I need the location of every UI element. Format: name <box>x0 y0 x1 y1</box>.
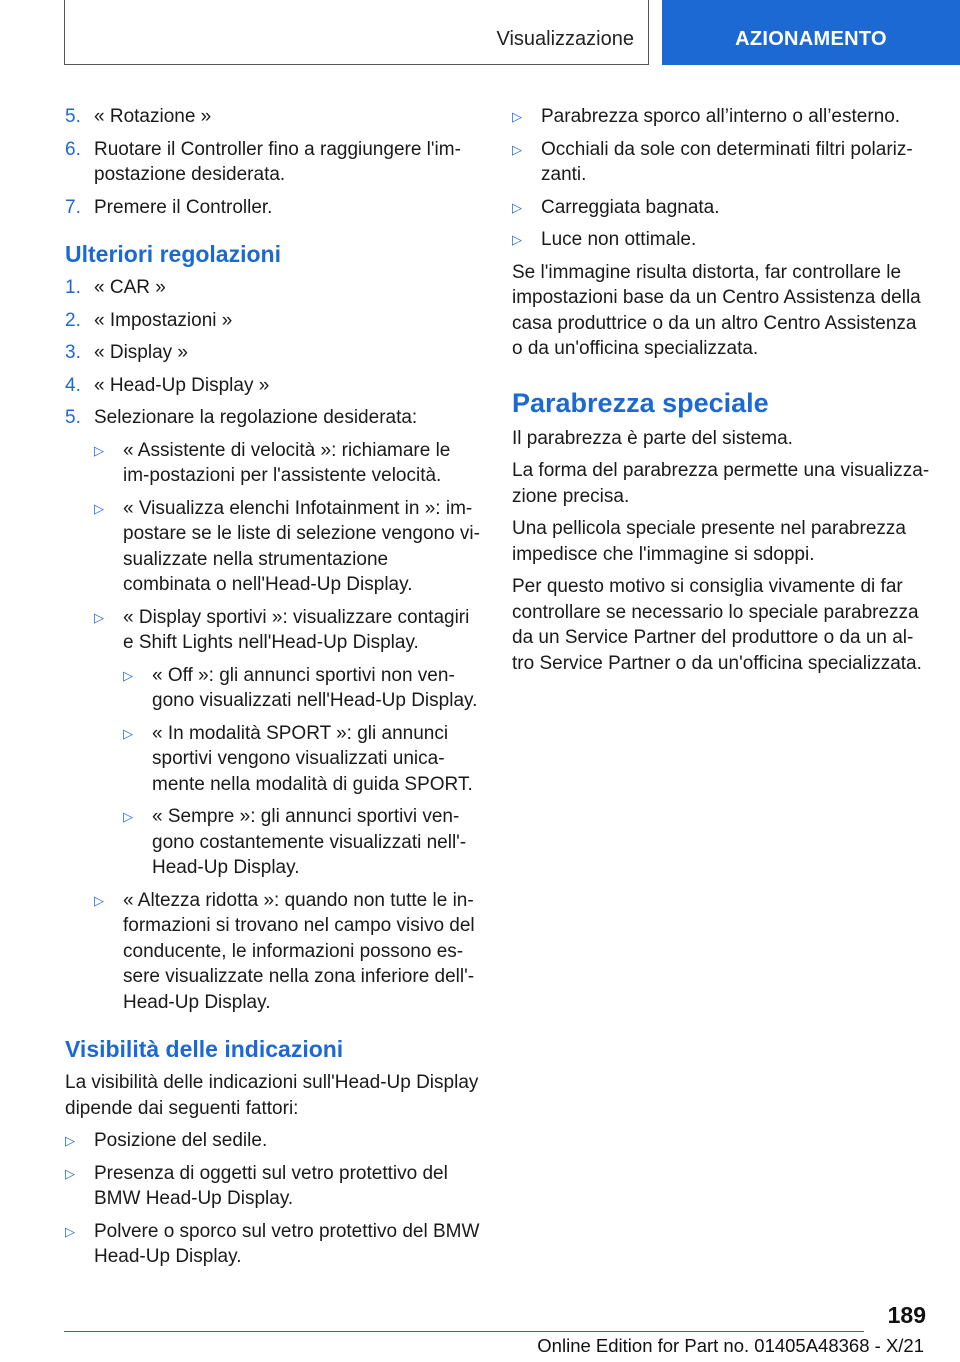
steps-list-b <box>65 275 480 431</box>
factor-item <box>65 1219 480 1270</box>
factor-item <box>512 104 930 130</box>
factor-text: Presenza di oggetti sul vetro protettivo del BMW Head-Up Display. <box>94 1162 448 1209</box>
factor-item <box>65 1128 480 1154</box>
sub-option-item <box>123 721 480 798</box>
step-number: 5. <box>65 407 81 428</box>
step-number: 2. <box>65 309 81 331</box>
factor-item <box>512 137 930 188</box>
sub-option-item <box>123 804 480 881</box>
visibility-intro: La visibilità delle indicazioni sull'Head-Up Display dipende dai seguenti fattori: <box>65 1072 479 1119</box>
step-number: 1. <box>65 277 81 298</box>
option-item <box>94 888 480 1016</box>
step-text: Selezionare la regolazione desiderata: <box>94 407 418 428</box>
factor-item <box>512 227 930 253</box>
step-text: « Display » <box>94 342 188 363</box>
distortion-note: Se l'immagine risulta distorta, far controllare le impostazioni base da un Centro Assistenza della casa produttrice o da un altro Centro Assistenza o da un'officina specializzata. <box>512 261 921 359</box>
header-chapter-tab <box>662 0 960 65</box>
footer-edition: Online Edition for Part no. 01405A48368 - X/21 <box>537 1335 924 1356</box>
section-title: Visualizzazione <box>496 28 634 50</box>
step-item <box>65 195 480 221</box>
triangle-bullet-icon: ▷ <box>123 809 133 824</box>
left-column <box>65 104 480 1277</box>
step-text: « Rotazione » <box>94 106 212 127</box>
sub-option-item <box>123 663 480 714</box>
step-number: 6. <box>65 138 81 160</box>
step-number: 4. <box>65 374 81 396</box>
steps-list-a <box>65 104 480 220</box>
option-item <box>94 438 480 489</box>
triangle-bullet-icon: ▷ <box>65 1133 75 1148</box>
triangle-bullet-icon: ▷ <box>512 199 522 215</box>
triangle-bullet-icon: ▷ <box>512 232 522 247</box>
option-text: « Display sportivi »: visualizzare contagiri e Shift Lights nell'Head-Up Display. <box>123 606 470 653</box>
step-number: 3. <box>65 342 81 363</box>
windscreen-paragraph: Una pellicola speciale presente nel parabrezza impedisce che l'immagine si sdoppi. <box>512 518 906 565</box>
windscreen-paragraph: Il parabrezza è parte del sistema. <box>512 427 793 449</box>
triangle-bullet-icon: ▷ <box>123 667 133 683</box>
page-number: 189 <box>887 1302 926 1328</box>
right-column <box>512 104 930 683</box>
triangle-bullet-icon: ▷ <box>94 442 104 458</box>
option-text: « Off »: gli annunci sportivi non ven-gono visualizzati nell'Head-Up Display. <box>152 664 478 711</box>
factor-item <box>65 1161 480 1212</box>
windscreen-paragraph: La forma del parabrezza permette una visualizza-zione precisa. <box>512 460 930 507</box>
options-list <box>65 438 480 1016</box>
step-number: 5. <box>65 106 81 127</box>
triangle-bullet-icon: ▷ <box>123 725 133 741</box>
step-item <box>65 275 480 301</box>
factors-list <box>65 1128 480 1270</box>
option-text: « Sempre »: gli annunci sportivi ven-gono costantemente visualizzati nell'-Head-Up Display. <box>152 806 467 878</box>
triangle-bullet-icon: ▷ <box>65 1223 75 1239</box>
factor-item <box>512 195 930 221</box>
heading-special-windscreen: Parabrezza speciale <box>512 387 769 418</box>
triangle-bullet-icon: ▷ <box>94 892 104 908</box>
step-number: 7. <box>65 196 81 218</box>
step-text: Ruotare il Controller fino a raggiungere l'im-postazione desiderata. <box>94 138 461 185</box>
option-text: « Visualizza elenchi Infotainment in »: im-postare se le liste di selezione vengono vi-sualizzate nella strumentazione combinata o nell'Head-Up Display. <box>123 497 480 595</box>
step-text: « Impostazioni » <box>94 309 233 331</box>
step-text: Premere il Controller. <box>94 196 273 218</box>
option-item <box>94 605 480 656</box>
step-item <box>65 340 480 366</box>
step-item <box>65 104 480 130</box>
triangle-bullet-icon: ▷ <box>65 1165 75 1181</box>
factor-text: Parabrezza sporco all’interno o all’esterno. <box>541 106 901 127</box>
heading-visibility: Visibilità delle indicazioni <box>65 1036 344 1062</box>
triangle-bullet-icon: ▷ <box>512 109 522 124</box>
factor-text: Carreggiata bagnata. <box>541 196 720 218</box>
step-item <box>65 405 480 431</box>
option-text: « Altezza ridotta »: quando non tutte le in-formazioni si trovano nel campo visivo del conducente, le informazioni possono es-sere visualizzate nella zona inferiore dell'-Head-Up Display. <box>123 889 475 1013</box>
heading-further-settings: Ulteriori regolazioni <box>65 241 281 267</box>
footer-divider <box>64 1331 864 1332</box>
header-section-tab <box>64 0 649 65</box>
step-text: « CAR » <box>94 277 166 298</box>
factor-text: Luce non ottimale. <box>541 229 697 250</box>
step-item <box>65 308 480 334</box>
factor-text: Occhiali da sole con determinati filtri polariz-zanti. <box>541 138 913 185</box>
chapter-title: AZIONAMENTO <box>735 28 887 50</box>
factor-text: Polvere o sporco sul vetro protettivo del BMW Head-Up Display. <box>94 1220 480 1267</box>
factors-list-continued <box>512 104 930 253</box>
step-item <box>65 137 480 188</box>
option-item <box>94 496 480 598</box>
triangle-bullet-icon: ▷ <box>94 609 104 625</box>
triangle-bullet-icon: ▷ <box>512 141 522 157</box>
option-text: « Assistente di velocità »: richiamare le im-postazioni per l'assistente velocità. <box>123 439 451 486</box>
step-text: « Head-Up Display » <box>94 374 270 396</box>
option-text: « In modalità SPORT »: gli annunci sportivi vengono visualizzati unica-mente nella modalità di guida SPORT. <box>152 722 473 795</box>
step-item <box>65 373 480 399</box>
factor-text: Posizione del sedile. <box>94 1130 268 1151</box>
triangle-bullet-icon: ▷ <box>94 500 104 516</box>
windscreen-paragraph: Per questo motivo si consiglia vivamente di far controllare se necessario lo speciale parabrezza da un Service Partner del produttore o da un al-tro Service Partner o da un'officina specializzata. <box>512 576 922 674</box>
